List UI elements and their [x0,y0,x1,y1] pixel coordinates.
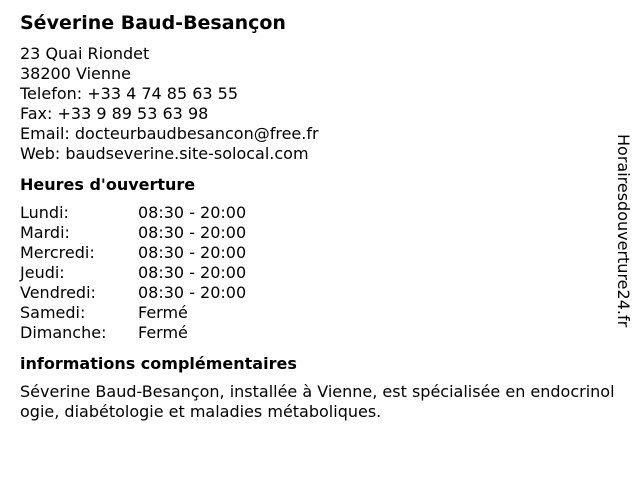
hours-day: Samedi: [20,303,86,322]
additional-info-title: informations complémentaires [20,354,297,373]
hours-row-sunday [20,323,616,343]
hours-row-thursday [20,263,616,283]
additional-info-text: Séverine Baud-Besançon, installée à Vienne, est spécialisée en endocrinologie, diabétologie et maladies métaboliques. [20,382,615,421]
hours-row-tuesday [20,223,616,243]
brand-watermark: Horairesdouverture24.fr [614,134,633,328]
website-address: Web: baudseverine.site-solocal.com [20,144,309,163]
address-city: 38200 Vienne [20,64,131,83]
hours-day: Vendredi: [20,283,96,302]
email-address: Email: docteurbaudbesancon@free.fr [20,124,319,143]
hours-time: 08:30 - 20:00 [138,223,247,242]
hours-day: Mardi: [20,223,70,242]
hours-time: 08:30 - 20:00 [138,263,247,282]
business-card [20,10,616,422]
hours-row-monday [20,203,616,223]
business-name: Séverine Baud-Besançon [20,12,286,34]
fax-number: Fax: +33 9 89 53 63 98 [20,104,209,123]
hours-day: Dimanche: [20,323,107,342]
hours-time: Fermé [138,303,188,322]
hours-day: Mercredi: [20,243,95,262]
opening-hours-title: Heures d'ouverture [20,175,196,194]
hours-time: Fermé [138,323,188,342]
hours-row-saturday [20,303,616,323]
hours-time: 08:30 - 20:00 [138,243,247,262]
hours-day: Lundi: [20,203,69,222]
hours-time: 08:30 - 20:00 [138,203,247,222]
hours-time: 08:30 - 20:00 [138,283,247,302]
opening-hours-table [20,203,616,343]
address-street: 23 Quai Riondet [20,44,150,63]
hours-row-wednesday [20,243,616,263]
hours-day: Jeudi: [20,263,65,282]
hours-row-friday [20,283,616,303]
phone-number: Telefon: +33 4 74 85 63 55 [20,84,239,103]
